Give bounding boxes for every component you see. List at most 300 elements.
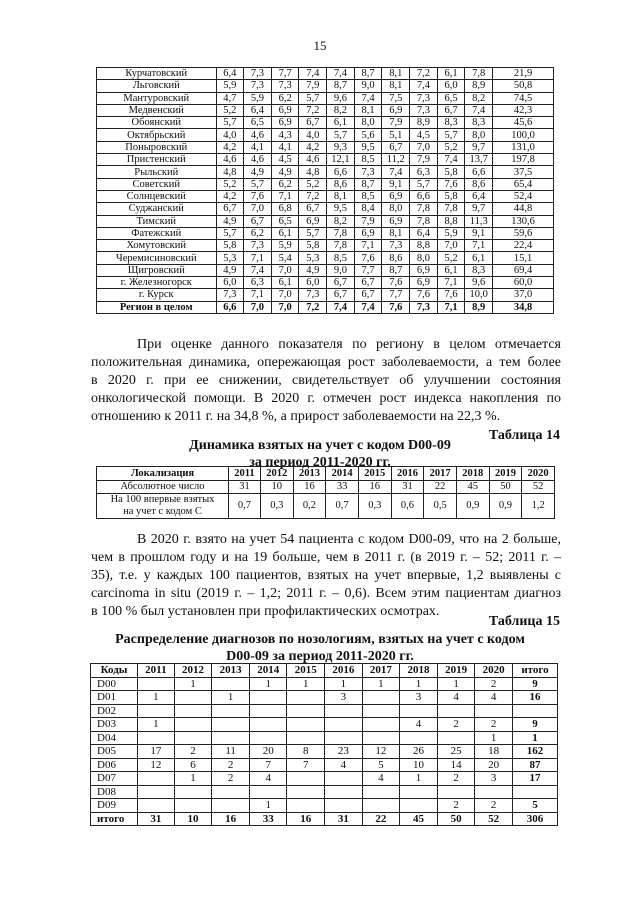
table-row — [97, 190, 554, 202]
count-cell — [212, 799, 250, 813]
column-header: 2017 — [362, 664, 400, 678]
index-cell: 4,7 — [216, 92, 244, 104]
index-cell: 8,0 — [465, 129, 493, 141]
index-cell: 5,3 — [299, 252, 327, 264]
index-cell: 6,7 — [299, 203, 327, 215]
count-cell: 1 — [174, 772, 212, 786]
index-cell: 9,7 — [465, 141, 493, 153]
count-cell: 16 — [512, 691, 557, 705]
index-cell: 7,4 — [382, 166, 410, 178]
table-row — [97, 215, 554, 227]
index-cell: 8,9 — [410, 117, 438, 129]
index-cell: 44,8 — [493, 203, 554, 215]
count-cell: 1 — [138, 691, 175, 705]
index-cell: 4,1 — [271, 141, 299, 153]
index-cell: 7,9 — [410, 154, 438, 166]
count-cell: 31 — [138, 812, 175, 826]
count-cell: 4 — [325, 758, 363, 772]
index-cell: 7,1 — [354, 240, 382, 252]
code-label: D09 — [91, 799, 138, 813]
value-cell: 31 — [391, 481, 424, 494]
index-cell: 4,9 — [216, 215, 244, 227]
paragraph-line: 35), т.е. у каждых 100 пациентов, взятых на учет впервые, 1,2 выявлены с — [91, 568, 561, 583]
table-row-total — [91, 812, 558, 826]
count-cell: 1 — [512, 731, 557, 745]
count-cell — [287, 799, 325, 813]
count-cell: 7 — [287, 758, 325, 772]
count-cell: 1 — [174, 677, 212, 691]
count-cell — [325, 785, 363, 799]
index-cell: 7,1 — [271, 190, 299, 202]
index-cell: 7,9 — [299, 80, 327, 92]
count-cell — [512, 704, 557, 718]
column-header: 2016 — [391, 467, 424, 481]
count-cell: 2 — [437, 718, 475, 732]
count-cell: 23 — [325, 745, 363, 759]
count-cell — [287, 772, 325, 786]
column-header: 2015 — [287, 664, 325, 678]
index-cell: 6,9 — [271, 104, 299, 116]
count-cell: 10 — [174, 812, 212, 826]
index-cell: 6,6 — [410, 190, 438, 202]
table14-title-line: за период 2011-2020 гг. — [249, 455, 391, 470]
index-cell: 6,4 — [410, 227, 438, 239]
count-cell: 4 — [475, 691, 513, 705]
index-cell: 7,0 — [410, 141, 438, 153]
count-cell: 1 — [475, 731, 513, 745]
table-row-total — [97, 301, 554, 313]
count-cell: 1 — [400, 677, 438, 691]
index-cell: 4,1 — [244, 141, 272, 153]
index-cell: 8,5 — [354, 190, 382, 202]
count-cell: 25 — [437, 745, 475, 759]
count-cell: 1 — [212, 691, 250, 705]
count-cell: 3 — [475, 772, 513, 786]
index-cell: 8,0 — [410, 252, 438, 264]
column-header: 2011 — [138, 664, 175, 678]
index-cell: 9,6 — [465, 277, 493, 289]
index-cell: 7,7 — [271, 68, 299, 80]
value-cell: 0,3 — [260, 494, 293, 519]
count-cell — [362, 718, 400, 732]
index-cell: 22,4 — [493, 240, 554, 252]
count-cell: 1 — [325, 677, 363, 691]
count-cell: 2 — [475, 677, 513, 691]
code-label: D04 — [91, 731, 138, 745]
index-cell: 5,2 — [216, 178, 244, 190]
table-row — [91, 677, 558, 691]
index-cell: 6,7 — [382, 141, 410, 153]
count-cell: 2 — [212, 772, 250, 786]
count-cell — [138, 772, 175, 786]
index-cell: 6,7 — [299, 117, 327, 129]
district-index-table — [96, 67, 554, 314]
district-name: Тимский — [97, 215, 217, 227]
count-cell — [287, 704, 325, 718]
index-cell: 10,0 — [465, 289, 493, 301]
index-cell: 7,2 — [299, 104, 327, 116]
table-row — [91, 704, 558, 718]
index-cell: 6,1 — [437, 68, 465, 80]
count-cell: 4 — [400, 718, 438, 732]
index-cell: 4,6 — [216, 154, 244, 166]
index-cell: 7,2 — [299, 301, 327, 313]
table14-row2-label — [97, 494, 229, 519]
district-name: Октябрьский — [97, 129, 217, 141]
table-row — [91, 772, 558, 786]
column-header: 2013 — [293, 467, 326, 481]
table15-title-line: Распределение диагнозов по нозологиям, взятых на учет с кодом — [115, 632, 525, 647]
index-cell: 7,6 — [354, 252, 382, 264]
value-cell: 52 — [522, 481, 555, 494]
index-cell: 4,8 — [299, 166, 327, 178]
table-row — [97, 264, 554, 276]
index-cell: 6,5 — [271, 215, 299, 227]
total-label: итого — [91, 812, 138, 826]
index-cell: 4,6 — [244, 129, 272, 141]
index-cell: 6,6 — [327, 166, 355, 178]
column-header: 2016 — [325, 664, 363, 678]
count-cell — [138, 799, 175, 813]
count-cell — [174, 718, 212, 732]
count-cell: 5 — [362, 758, 400, 772]
index-cell: 7,1 — [244, 252, 272, 264]
district-name: Фатежский — [97, 227, 217, 239]
district-name: Хомутовский — [97, 240, 217, 252]
paragraph-accumulation-index — [91, 336, 561, 426]
index-cell: 42,3 — [493, 104, 554, 116]
index-cell: 9,1 — [382, 178, 410, 190]
index-cell: 6,9 — [382, 215, 410, 227]
index-cell: 7,6 — [410, 289, 438, 301]
count-cell: 52 — [475, 812, 513, 826]
count-cell: 7 — [249, 758, 287, 772]
district-name: г. Курск — [97, 289, 217, 301]
code-label: D07 — [91, 772, 138, 786]
code-label: D06 — [91, 758, 138, 772]
index-cell: 8,1 — [382, 227, 410, 239]
index-cell: 74,5 — [493, 92, 554, 104]
table-row — [91, 718, 558, 732]
row-label: Абсолютное число — [97, 481, 229, 494]
index-cell: 6,9 — [299, 215, 327, 227]
index-cell: 11,3 — [465, 215, 493, 227]
count-cell — [437, 731, 475, 745]
index-cell: 6,5 — [437, 92, 465, 104]
count-cell — [174, 785, 212, 799]
count-cell — [362, 691, 400, 705]
count-cell — [287, 691, 325, 705]
table-row — [91, 785, 558, 799]
index-cell: 7,3 — [354, 166, 382, 178]
region-total-label: Регион в целом — [97, 301, 217, 313]
table-row — [97, 141, 554, 153]
district-name: Щигровский — [97, 264, 217, 276]
district-name: Черемисиновский — [97, 252, 217, 264]
index-cell: 7,3 — [244, 80, 272, 92]
table15-distribution — [90, 663, 558, 826]
index-cell: 6,9 — [410, 277, 438, 289]
index-cell: 9,7 — [465, 203, 493, 215]
index-cell: 7,2 — [410, 68, 438, 80]
index-cell: 6,4 — [465, 190, 493, 202]
index-cell: 131,0 — [493, 141, 554, 153]
table-row — [97, 117, 554, 129]
table15-title — [0, 631, 640, 665]
value-cell: 0,2 — [293, 494, 326, 519]
index-cell: 6,7 — [216, 203, 244, 215]
index-cell: 37,0 — [493, 289, 554, 301]
district-name: Льговский — [97, 80, 217, 92]
index-cell: 7,3 — [410, 104, 438, 116]
code-label: D00 — [91, 677, 138, 691]
index-cell: 5,8 — [216, 240, 244, 252]
count-cell: 12 — [138, 758, 175, 772]
page-number: 15 — [313, 38, 327, 53]
value-cell: 31 — [229, 481, 261, 494]
index-cell: 7,0 — [437, 240, 465, 252]
value-cell: 33 — [326, 481, 359, 494]
index-cell: 4,6 — [299, 154, 327, 166]
paragraph-d00-summary — [91, 531, 561, 621]
code-label: D03 — [91, 718, 138, 732]
index-cell: 4,6 — [244, 154, 272, 166]
index-cell: 5,7 — [437, 129, 465, 141]
index-cell: 8,6 — [465, 178, 493, 190]
index-cell: 6,9 — [410, 264, 438, 276]
table-row — [97, 227, 554, 239]
column-header: 2019 — [489, 467, 522, 481]
count-cell — [475, 704, 513, 718]
count-cell — [249, 731, 287, 745]
paragraph-line: отношению к 2011 г. на 34,8 %, а прирост заболеваемости на 22,3 %. — [91, 409, 501, 424]
paragraph-line: чем в прошлом году и на 19 больше, чем в 2011 г. (в 2019 г. – 52; 2011 г. – — [91, 550, 561, 565]
count-cell: 1 — [287, 677, 325, 691]
count-cell: 2 — [212, 758, 250, 772]
index-cell: 6,6 — [216, 301, 244, 313]
count-cell — [362, 704, 400, 718]
index-cell: 5,9 — [437, 227, 465, 239]
index-cell: 4,9 — [271, 166, 299, 178]
count-cell — [362, 785, 400, 799]
column-header: 2014 — [326, 467, 359, 481]
index-cell: 8,3 — [465, 264, 493, 276]
index-cell: 21,9 — [493, 68, 554, 80]
index-cell: 8,6 — [327, 178, 355, 190]
index-cell: 45,6 — [493, 117, 554, 129]
index-cell: 8,8 — [410, 240, 438, 252]
count-cell — [287, 731, 325, 745]
value-cell: 0,7 — [326, 494, 359, 519]
count-cell: 6 — [174, 758, 212, 772]
index-cell: 7,6 — [382, 301, 410, 313]
index-cell: 7,0 — [271, 264, 299, 276]
index-cell: 9,5 — [327, 203, 355, 215]
count-cell: 1 — [138, 718, 175, 732]
index-cell: 7,9 — [382, 117, 410, 129]
paragraph-line: в 2020 г. при ее снижении, свидетельствует об улучшении состояния — [91, 373, 561, 388]
index-cell: 8,4 — [354, 203, 382, 215]
index-cell: 5,2 — [437, 252, 465, 264]
index-cell: 9,0 — [354, 80, 382, 92]
index-cell: 7,0 — [244, 203, 272, 215]
index-cell: 6,9 — [271, 117, 299, 129]
index-cell: 6,4 — [216, 68, 244, 80]
index-cell: 4,0 — [216, 129, 244, 141]
index-cell: 8,1 — [382, 80, 410, 92]
column-header: Локализация — [97, 467, 229, 481]
index-cell: 6,7 — [437, 104, 465, 116]
index-cell: 4,2 — [216, 141, 244, 153]
count-cell — [174, 731, 212, 745]
index-cell: 6,0 — [299, 277, 327, 289]
count-cell: 2 — [174, 745, 212, 759]
table-row — [97, 240, 554, 252]
index-cell: 5,7 — [216, 117, 244, 129]
index-cell: 5,8 — [437, 190, 465, 202]
count-cell — [362, 731, 400, 745]
index-cell: 7,3 — [410, 92, 438, 104]
index-cell: 8,9 — [465, 80, 493, 92]
index-cell: 7,1 — [437, 277, 465, 289]
index-cell: 100,0 — [493, 129, 554, 141]
index-cell: 4,0 — [299, 129, 327, 141]
index-cell: 6,8 — [271, 203, 299, 215]
index-cell: 6,5 — [244, 117, 272, 129]
index-cell: 5,9 — [216, 80, 244, 92]
index-cell: 7,8 — [465, 68, 493, 80]
count-cell — [437, 704, 475, 718]
value-cell: 0,9 — [489, 494, 522, 519]
index-cell: 7,4 — [354, 301, 382, 313]
table-row — [97, 289, 554, 301]
index-cell: 7,0 — [271, 301, 299, 313]
paragraph-line: При оценке данного показателя по региону в целом отмечается — [137, 337, 561, 352]
index-cell: 7,1 — [437, 301, 465, 313]
index-cell: 7,8 — [327, 240, 355, 252]
count-cell — [287, 785, 325, 799]
index-cell: 7,4 — [437, 154, 465, 166]
index-cell: 4,3 — [271, 129, 299, 141]
index-cell: 5,7 — [244, 178, 272, 190]
index-cell: 4,2 — [299, 141, 327, 153]
count-cell: 20 — [475, 758, 513, 772]
count-cell: 31 — [325, 812, 363, 826]
count-cell: 45 — [400, 812, 438, 826]
count-cell — [325, 718, 363, 732]
index-cell: 6,1 — [327, 117, 355, 129]
count-cell — [212, 704, 250, 718]
index-cell: 7,4 — [410, 80, 438, 92]
index-cell: 5,2 — [216, 104, 244, 116]
column-header: 2017 — [424, 467, 457, 481]
count-cell — [475, 785, 513, 799]
index-cell: 130,6 — [493, 215, 554, 227]
index-cell: 5,9 — [271, 240, 299, 252]
index-cell: 8,9 — [465, 301, 493, 313]
count-cell — [400, 704, 438, 718]
index-cell: 8,2 — [327, 104, 355, 116]
index-cell: 7,1 — [244, 289, 272, 301]
index-cell: 7,3 — [299, 289, 327, 301]
district-name: Рыльский — [97, 166, 217, 178]
table-row — [97, 92, 554, 104]
count-cell — [138, 731, 175, 745]
index-cell: 9,5 — [354, 141, 382, 153]
count-cell: 22 — [362, 812, 400, 826]
index-cell: 7,4 — [327, 68, 355, 80]
district-name: Мантуровский — [97, 92, 217, 104]
column-header: 2014 — [249, 664, 287, 678]
district-name: Поныровский — [97, 141, 217, 153]
index-cell: 8,5 — [327, 252, 355, 264]
index-cell: 60,0 — [493, 277, 554, 289]
index-cell: 7,4 — [465, 104, 493, 116]
count-cell: 20 — [249, 745, 287, 759]
index-cell: 6,3 — [244, 277, 272, 289]
index-cell: 5,8 — [299, 240, 327, 252]
index-cell: 5,8 — [437, 166, 465, 178]
index-cell: 7,9 — [354, 215, 382, 227]
index-cell: 4,9 — [299, 264, 327, 276]
label-line: на учет с кодом С — [123, 506, 202, 517]
district-name: Обоянский — [97, 117, 217, 129]
table14-label: Таблица 14 — [488, 428, 560, 443]
column-header: Коды — [91, 664, 138, 678]
index-cell: 8,5 — [354, 154, 382, 166]
index-cell: 7,4 — [354, 92, 382, 104]
index-cell: 7,6 — [437, 289, 465, 301]
code-label: D08 — [91, 785, 138, 799]
count-cell: 8 — [287, 745, 325, 759]
count-cell — [138, 677, 175, 691]
index-cell: 6,1 — [271, 227, 299, 239]
count-cell — [212, 677, 250, 691]
index-cell: 7,4 — [244, 264, 272, 276]
count-cell — [362, 799, 400, 813]
count-cell — [212, 718, 250, 732]
count-cell: 26 — [400, 745, 438, 759]
column-header: 2012 — [260, 467, 293, 481]
index-cell: 7,8 — [410, 203, 438, 215]
index-cell: 7,1 — [465, 240, 493, 252]
count-cell: 1 — [362, 677, 400, 691]
index-cell: 8,8 — [437, 215, 465, 227]
index-cell: 7,0 — [244, 301, 272, 313]
index-cell: 6,0 — [437, 80, 465, 92]
index-cell: 5,6 — [354, 129, 382, 141]
column-header: 2020 — [475, 664, 513, 678]
count-cell: 10 — [400, 758, 438, 772]
value-cell: 1,2 — [522, 494, 555, 519]
index-cell: 8,1 — [354, 104, 382, 116]
table15-title-line: D00-09 за период 2011-2020 гг. — [226, 649, 414, 664]
index-cell: 5,7 — [410, 178, 438, 190]
table-row — [97, 203, 554, 215]
column-header: 2020 — [522, 467, 555, 481]
value-cell: 0,9 — [456, 494, 489, 519]
index-cell: 4,2 — [216, 190, 244, 202]
column-header: 2011 — [229, 467, 261, 481]
index-cell: 8,7 — [354, 178, 382, 190]
count-cell — [325, 704, 363, 718]
index-cell: 6,9 — [354, 227, 382, 239]
index-cell: 6,1 — [465, 252, 493, 264]
index-cell: 4,8 — [216, 166, 244, 178]
table14-title-line: Динамика взятых на учет с кодом D00-09 — [189, 438, 451, 453]
index-cell: 9,6 — [327, 92, 355, 104]
index-cell: 7,4 — [299, 68, 327, 80]
